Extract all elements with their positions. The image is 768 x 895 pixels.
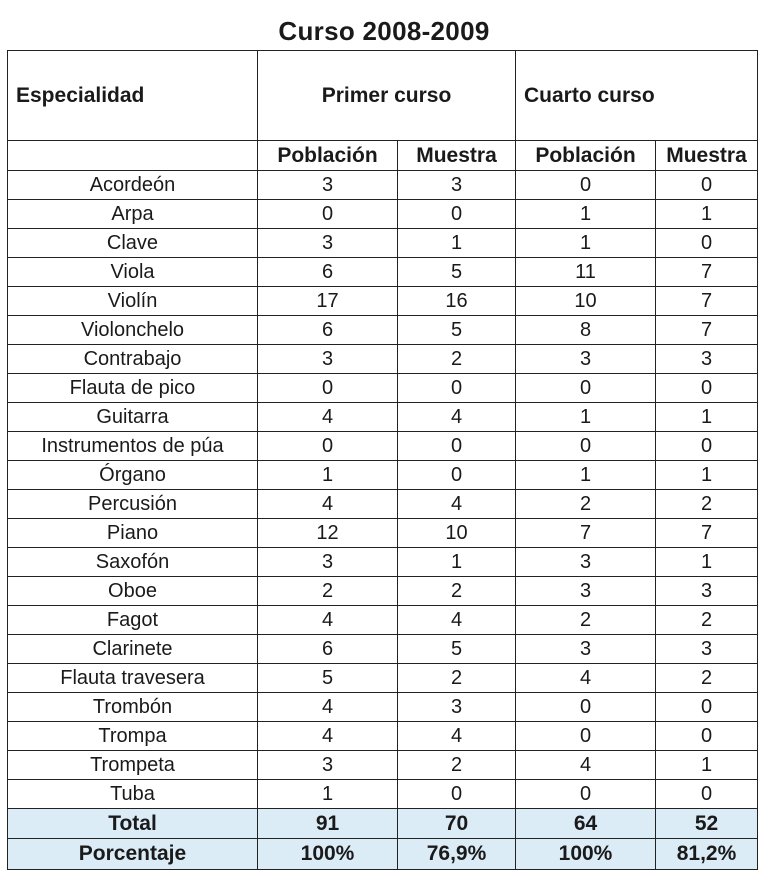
muestra-primer-cell: 2 (398, 577, 516, 606)
porcentaje-poblacion-cuarto: 100% (516, 839, 656, 870)
muestra-cuarto-cell: 1 (656, 200, 758, 229)
especialidad-cell: Violín (8, 287, 258, 316)
poblacion-primer-cell: 3 (258, 229, 398, 258)
especialidad-cell: Clarinete (8, 635, 258, 664)
muestra-primer-cell: 4 (398, 403, 516, 432)
table-row (8, 200, 758, 229)
especialidad-cell: Percusión (8, 490, 258, 519)
poblacion-cuarto-cell: 2 (516, 606, 656, 635)
poblacion-cuarto-cell: 2 (516, 490, 656, 519)
poblacion-cuarto-cell: 3 (516, 345, 656, 374)
poblacion-primer-cell: 4 (258, 403, 398, 432)
especialidad-cell: Flauta travesera (8, 664, 258, 693)
muestra-primer-cell: 0 (398, 200, 516, 229)
muestra-primer-cell: 4 (398, 490, 516, 519)
especialidad-cell: Órgano (8, 461, 258, 490)
poblacion-primer-cell: 3 (258, 345, 398, 374)
table-row (8, 490, 758, 519)
muestra-cuarto-cell: 0 (656, 229, 758, 258)
muestra-cuarto-cell: 2 (656, 490, 758, 519)
muestra-primer-cell: 0 (398, 432, 516, 461)
especialidad-cell: Saxofón (8, 548, 258, 577)
porcentaje-poblacion-primer: 100% (258, 839, 398, 870)
poblacion-cuarto-cell: 1 (516, 403, 656, 432)
muestra-primer-cell: 0 (398, 780, 516, 809)
especialidad-cell: Fagot (8, 606, 258, 635)
table-row (8, 287, 758, 316)
especialidad-cell: Viola (8, 258, 258, 287)
especialidad-cell: Flauta de pico (8, 374, 258, 403)
table-row (8, 780, 758, 809)
poblacion-cuarto-cell: 0 (516, 722, 656, 751)
muestra-cuarto-cell: 2 (656, 664, 758, 693)
muestra-primer-cell: 2 (398, 751, 516, 780)
poblacion-primer-cell: 4 (258, 722, 398, 751)
muestra-cuarto-cell: 3 (656, 345, 758, 374)
especialidad-cell: Trombón (8, 693, 258, 722)
poblacion-primer-cell: 6 (258, 258, 398, 287)
subheader-poblacion-cuarto: Población (516, 141, 656, 171)
especialidad-cell: Piano (8, 519, 258, 548)
poblacion-primer-cell: 1 (258, 461, 398, 490)
poblacion-primer-cell: 3 (258, 171, 398, 200)
especialidad-cell: Trompeta (8, 751, 258, 780)
muestra-primer-cell: 5 (398, 635, 516, 664)
poblacion-primer-cell: 2 (258, 577, 398, 606)
muestra-cuarto-cell: 0 (656, 171, 758, 200)
porcentaje-label: Porcentaje (8, 839, 258, 870)
header-cuarto-curso: Cuarto curso (516, 51, 758, 141)
muestra-primer-cell: 3 (398, 693, 516, 722)
poblacion-cuarto-cell: 3 (516, 635, 656, 664)
muestra-cuarto-cell: 0 (656, 432, 758, 461)
especialidad-cell: Oboe (8, 577, 258, 606)
table-row (8, 432, 758, 461)
table-row (8, 577, 758, 606)
muestra-cuarto-cell: 2 (656, 606, 758, 635)
data-table (7, 50, 758, 870)
muestra-cuarto-cell: 1 (656, 403, 758, 432)
table-row (8, 258, 758, 287)
poblacion-primer-cell: 3 (258, 751, 398, 780)
especialidad-cell: Acordeón (8, 171, 258, 200)
poblacion-cuarto-cell: 0 (516, 171, 656, 200)
poblacion-cuarto-cell: 3 (516, 577, 656, 606)
poblacion-cuarto-cell: 1 (516, 200, 656, 229)
poblacion-cuarto-cell: 10 (516, 287, 656, 316)
poblacion-cuarto-cell: 3 (516, 548, 656, 577)
poblacion-cuarto-cell: 0 (516, 432, 656, 461)
muestra-primer-cell: 2 (398, 664, 516, 693)
porcentaje-muestra-primer: 76,9% (398, 839, 516, 870)
muestra-cuarto-cell: 3 (656, 577, 758, 606)
muestra-cuarto-cell: 7 (656, 258, 758, 287)
total-label: Total (8, 809, 258, 839)
total-muestra-primer: 70 (398, 809, 516, 839)
poblacion-cuarto-cell: 8 (516, 316, 656, 345)
poblacion-primer-cell: 0 (258, 374, 398, 403)
poblacion-primer-cell: 12 (258, 519, 398, 548)
table-row (8, 403, 758, 432)
table-row (8, 664, 758, 693)
muestra-primer-cell: 5 (398, 316, 516, 345)
muestra-cuarto-cell: 1 (656, 751, 758, 780)
muestra-cuarto-cell: 7 (656, 316, 758, 345)
table-row (8, 519, 758, 548)
table-subheader-row (8, 141, 758, 171)
poblacion-primer-cell: 0 (258, 432, 398, 461)
table-row (8, 316, 758, 345)
poblacion-cuarto-cell: 11 (516, 258, 656, 287)
table-row (8, 171, 758, 200)
muestra-primer-cell: 0 (398, 461, 516, 490)
muestra-cuarto-cell: 0 (656, 722, 758, 751)
muestra-primer-cell: 5 (398, 258, 516, 287)
porcentaje-row (8, 839, 758, 870)
poblacion-cuarto-cell: 0 (516, 693, 656, 722)
muestra-cuarto-cell: 7 (656, 519, 758, 548)
poblacion-cuarto-cell: 1 (516, 461, 656, 490)
muestra-cuarto-cell: 3 (656, 635, 758, 664)
muestra-cuarto-cell: 7 (656, 287, 758, 316)
muestra-cuarto-cell: 1 (656, 461, 758, 490)
poblacion-cuarto-cell: 4 (516, 664, 656, 693)
table-row (8, 606, 758, 635)
muestra-primer-cell: 2 (398, 345, 516, 374)
poblacion-cuarto-cell: 4 (516, 751, 656, 780)
especialidad-cell: Tuba (8, 780, 258, 809)
muestra-primer-cell: 3 (398, 171, 516, 200)
poblacion-primer-cell: 5 (258, 664, 398, 693)
muestra-cuarto-cell: 0 (656, 780, 758, 809)
muestra-primer-cell: 16 (398, 287, 516, 316)
table-row (8, 693, 758, 722)
header-primer-curso: Primer curso (258, 51, 516, 141)
especialidad-cell: Guitarra (8, 403, 258, 432)
especialidad-cell: Arpa (8, 200, 258, 229)
subheader-empty (8, 141, 258, 171)
muestra-primer-cell: 4 (398, 722, 516, 751)
especialidad-cell: Instrumentos de púa (8, 432, 258, 461)
header-especialidad: Especialidad (8, 51, 258, 141)
especialidad-cell: Violonchelo (8, 316, 258, 345)
muestra-primer-cell: 10 (398, 519, 516, 548)
table-row (8, 345, 758, 374)
table-body (8, 171, 758, 809)
muestra-cuarto-cell: 0 (656, 374, 758, 403)
especialidad-cell: Trompa (8, 722, 258, 751)
poblacion-primer-cell: 6 (258, 316, 398, 345)
muestra-primer-cell: 1 (398, 548, 516, 577)
table-row (8, 461, 758, 490)
table-row (8, 374, 758, 403)
poblacion-primer-cell: 3 (258, 548, 398, 577)
porcentaje-muestra-cuarto: 81,2% (656, 839, 758, 870)
poblacion-primer-cell: 4 (258, 693, 398, 722)
muestra-cuarto-cell: 1 (656, 548, 758, 577)
poblacion-cuarto-cell: 0 (516, 374, 656, 403)
total-muestra-cuarto: 52 (656, 809, 758, 839)
poblacion-primer-cell: 4 (258, 606, 398, 635)
muestra-cuarto-cell: 0 (656, 693, 758, 722)
subheader-muestra-primer: Muestra (398, 141, 516, 171)
especialidad-cell: Clave (8, 229, 258, 258)
total-row (8, 809, 758, 839)
table-row (8, 635, 758, 664)
poblacion-primer-cell: 4 (258, 490, 398, 519)
muestra-primer-cell: 1 (398, 229, 516, 258)
table-row (8, 722, 758, 751)
page-title: Curso 2008-2009 (278, 16, 490, 46)
subheader-muestra-cuarto: Muestra (656, 141, 758, 171)
subheader-poblacion-primer: Población (258, 141, 398, 171)
poblacion-primer-cell: 6 (258, 635, 398, 664)
poblacion-cuarto-cell: 7 (516, 519, 656, 548)
poblacion-cuarto-cell: 1 (516, 229, 656, 258)
table-row (8, 229, 758, 258)
poblacion-primer-cell: 17 (258, 287, 398, 316)
poblacion-primer-cell: 1 (258, 780, 398, 809)
total-poblacion-primer: 91 (258, 809, 398, 839)
table-row (8, 751, 758, 780)
total-poblacion-cuarto: 64 (516, 809, 656, 839)
muestra-primer-cell: 0 (398, 374, 516, 403)
poblacion-primer-cell: 0 (258, 200, 398, 229)
poblacion-cuarto-cell: 0 (516, 780, 656, 809)
especialidad-cell: Contrabajo (8, 345, 258, 374)
table-row (8, 548, 758, 577)
table-header-row (8, 51, 758, 141)
muestra-primer-cell: 4 (398, 606, 516, 635)
